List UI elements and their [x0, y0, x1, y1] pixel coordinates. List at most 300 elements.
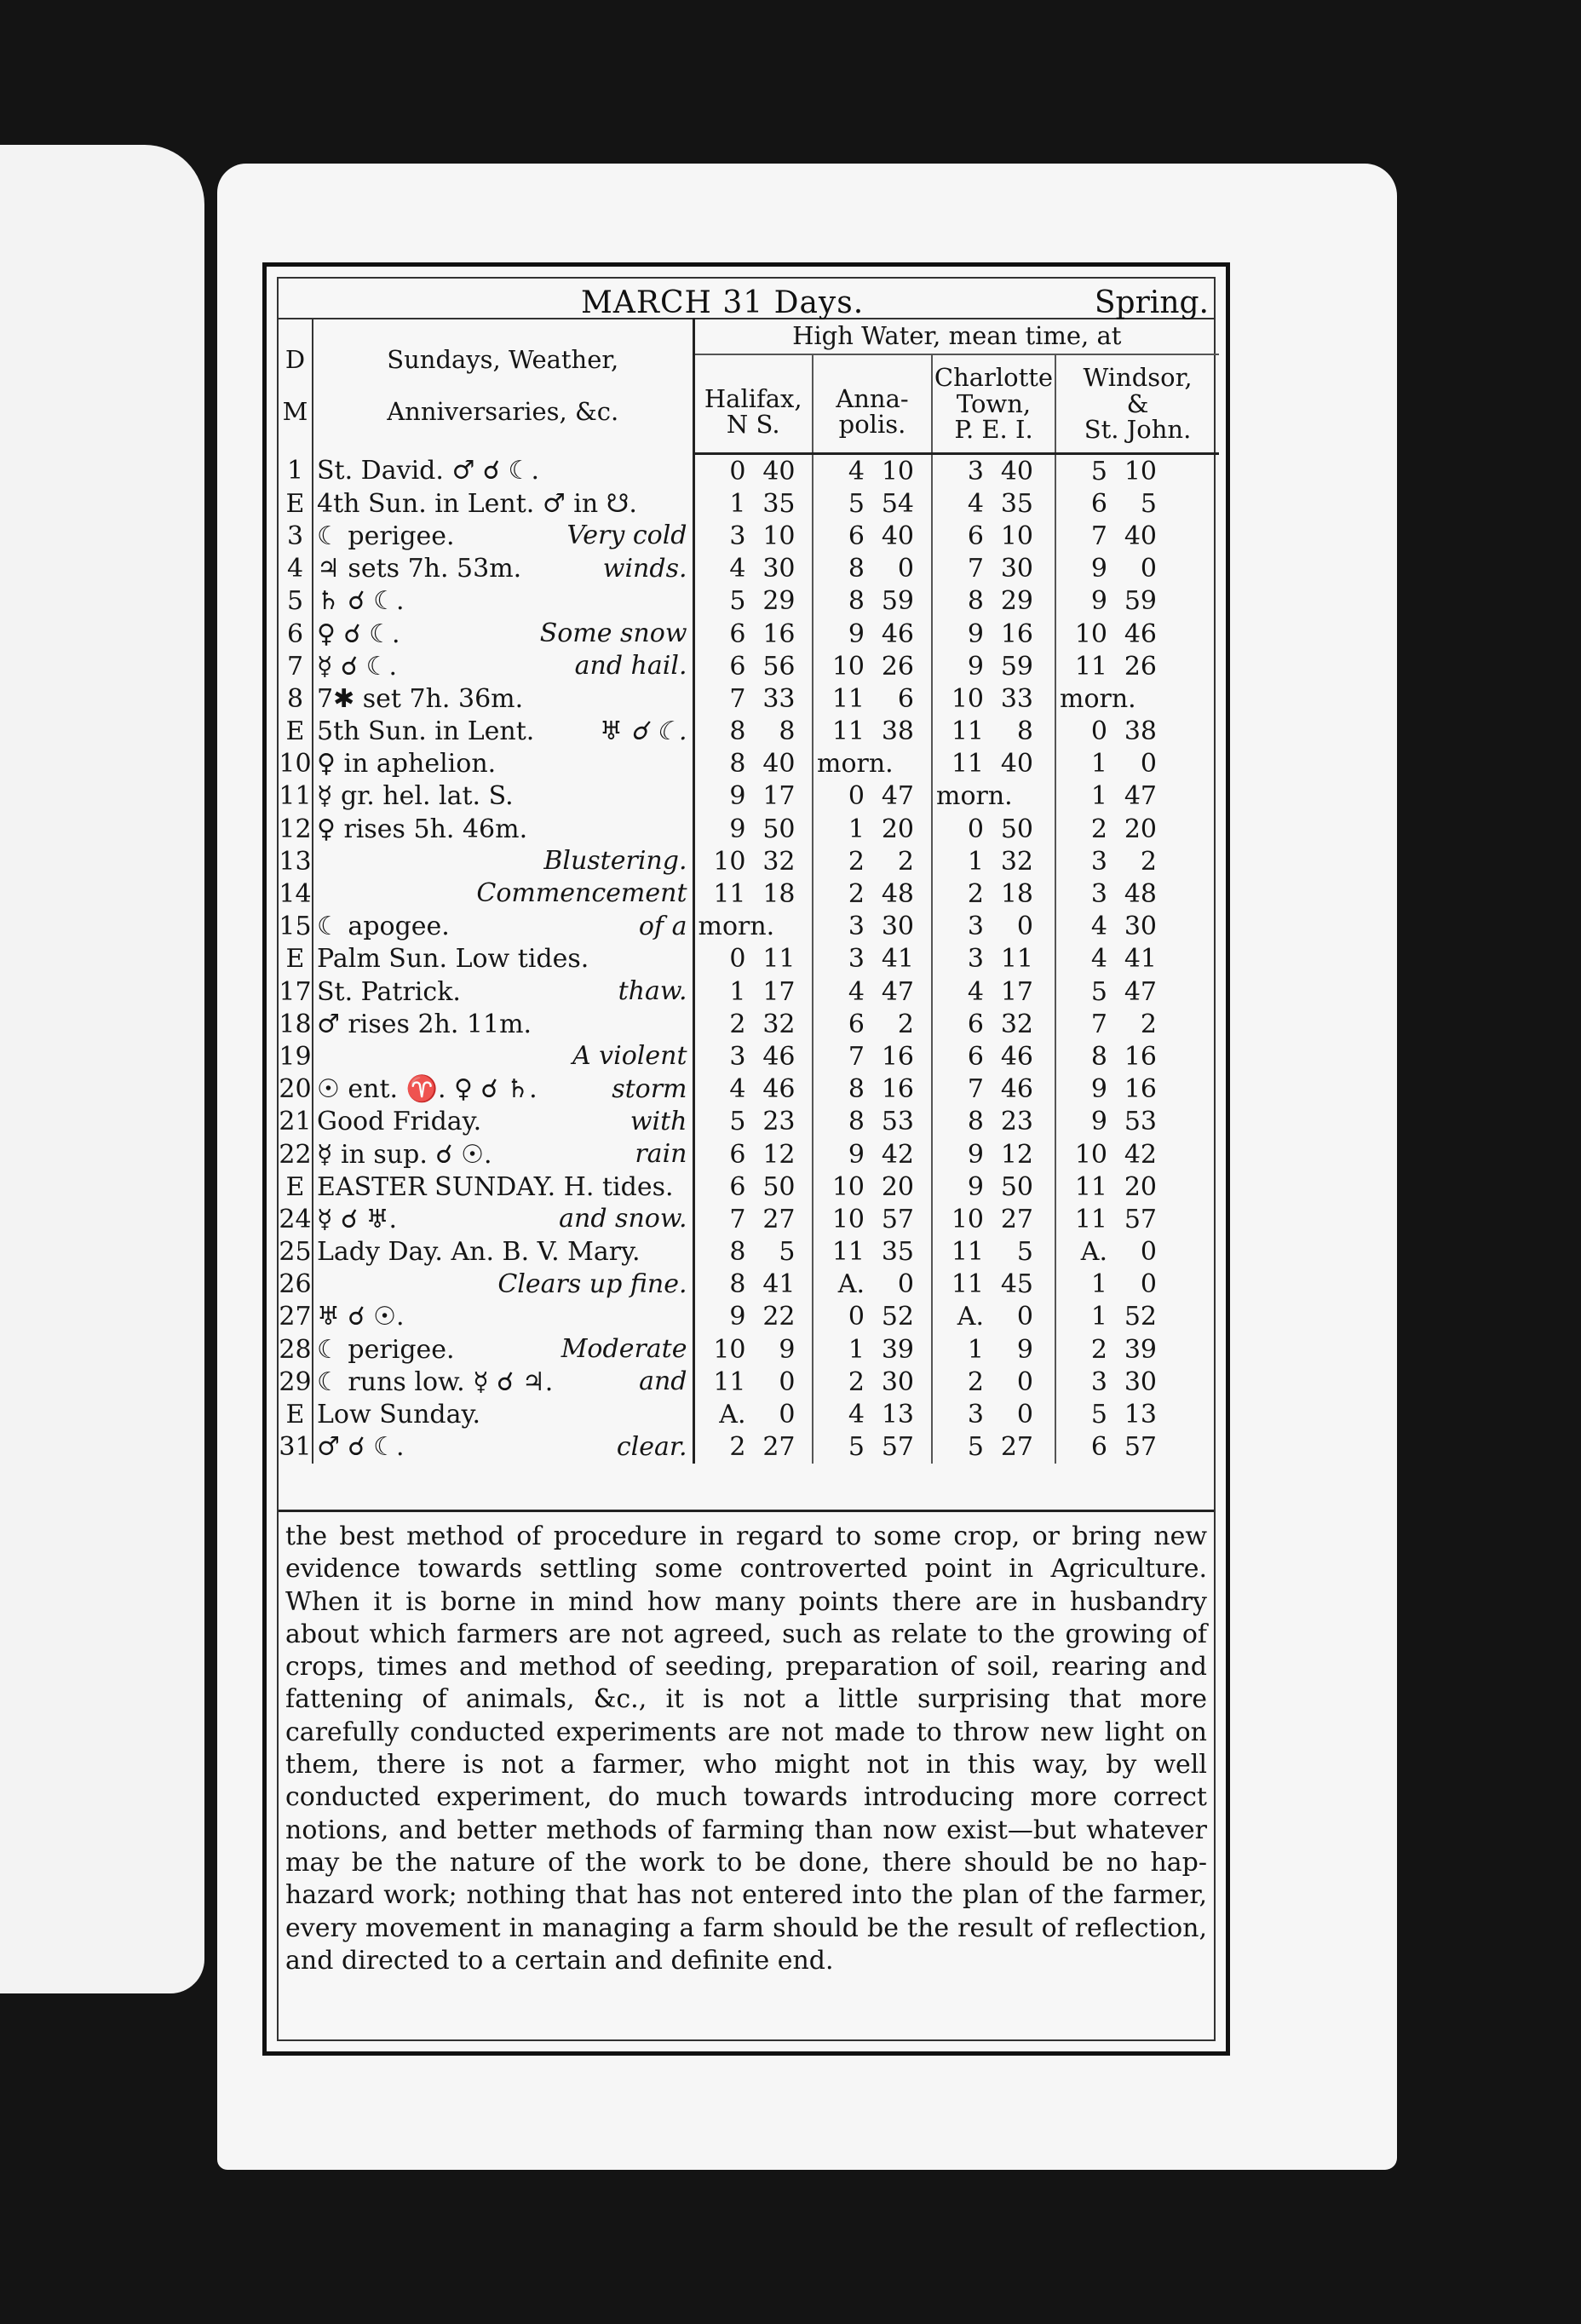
hour-value: 3 [848, 944, 865, 975]
minute-value: 0 [897, 1269, 914, 1300]
minute-value: 39 [881, 1334, 914, 1365]
halifax-time [693, 1073, 813, 1106]
windsor-time [1055, 553, 1219, 585]
charlotte-town-time [932, 1073, 1055, 1106]
hour-value: 0 [848, 781, 865, 812]
annapolis-time [813, 1171, 932, 1203]
annapolis-time [813, 845, 932, 877]
hour-value: 4 [967, 976, 984, 1007]
description-text: ♀ in aphelion. [317, 749, 497, 779]
description-cell [313, 682, 693, 715]
day-cell: E [279, 1398, 313, 1430]
description-text: ♅ ☌ ☉. [317, 1302, 405, 1332]
minute-value: 0 [1016, 1366, 1033, 1397]
description-cell [313, 454, 693, 488]
hour-value: 9 [1090, 554, 1107, 584]
description-cell [313, 943, 693, 975]
description-cell [313, 1301, 693, 1333]
windsor-time [1055, 1398, 1219, 1430]
hour-value: 0 [729, 456, 746, 486]
minute-value: 32 [1000, 1009, 1033, 1039]
day-cell: 18 [279, 1009, 312, 1039]
halifax-time [693, 1398, 813, 1430]
description-cell [313, 520, 693, 552]
description-cell [313, 780, 693, 813]
day-cell: 12 [279, 814, 312, 844]
description-cell [313, 1073, 693, 1106]
table-row [279, 748, 1219, 780]
hour-value: 5 [729, 1107, 746, 1137]
minute-value: 39 [1124, 1334, 1157, 1365]
minute-value: 2 [897, 846, 914, 877]
minute-value: 10 [1124, 456, 1157, 486]
charlotte-town-time [932, 1301, 1055, 1333]
hour-value: 9 [729, 1302, 746, 1332]
table-row [279, 1333, 1219, 1366]
minute-value: 38 [881, 716, 914, 747]
description-cell [313, 813, 693, 845]
hour-value: 3 [729, 521, 746, 551]
annapolis-time [813, 1040, 932, 1073]
table-row [279, 1366, 1219, 1398]
day-cell: 4 [279, 553, 313, 585]
charlotte-town-time [932, 845, 1055, 877]
windsor-time [1055, 650, 1219, 682]
minute-value: 20 [881, 814, 914, 844]
hour-value: 8 [729, 1269, 746, 1300]
minute-value: 6 [897, 683, 914, 714]
minute-value: 13 [1124, 1400, 1157, 1430]
minute-value: 30 [881, 912, 914, 942]
hour-value: 6 [729, 1171, 746, 1202]
hour-value: 10 [831, 1171, 865, 1202]
description-text: St. Patrick. [317, 976, 461, 1007]
minute-value: 50 [1000, 814, 1033, 844]
minute-value: 30 [1124, 912, 1157, 942]
hour-value: 1 [848, 1334, 865, 1365]
annapolis-time [813, 877, 932, 910]
hour-value: 5 [1090, 1400, 1107, 1430]
minute-value: 52 [881, 1302, 914, 1332]
description-text: ☿ ☌ ♅. [317, 1204, 398, 1234]
hour-value: 0 [848, 1302, 865, 1332]
windsor-time [1055, 1431, 1219, 1464]
day-cell: 25 [279, 1237, 312, 1268]
hour-value: 0 [729, 944, 746, 975]
minute-value: 47 [881, 976, 914, 1007]
hour-value: 11 [1074, 1204, 1107, 1234]
calendar-inner-border [277, 277, 1216, 2041]
minute-value: 0 [779, 1400, 796, 1430]
table-row [279, 1040, 1219, 1073]
agriculture-note: the best method of procedure in regard to some crop, or bring new evidence towards settling some controverted point in Agriculture. When it is borne in mind how many points there are in husbandry about which farmers are not agreed, such as relate to the growing of crops, times and method of seeding, preparation of soil, rearing and fattening of animals, &c., it is not a little surprising that more carefully conducted experiments are not made to throw new light on them, there is not a farmer, who might not in this way, by well conducted experiment, do much towards introducing more correct notions, and better methods of farming than now exist—but whatever may be the nature of the work to be done, there should be no hap-hazard work; nothing that has not entered into the plan of the farmer, every movement in managing a farm should be the result of reflection, and directed to a certain and definite end. [279, 1510, 1214, 2039]
hour-value: 2 [729, 1009, 746, 1039]
weather-text: Blustering. [543, 846, 687, 877]
windsor-header: Windsor, & St. John. [1055, 354, 1219, 454]
weather-text: and snow. [559, 1204, 687, 1234]
halifax-header: Halifax, N S. [693, 354, 813, 454]
season-label: Spring. [1094, 285, 1209, 320]
minute-value: 47 [1124, 976, 1157, 1007]
minute-value: 32 [762, 1009, 796, 1039]
table-row [279, 487, 1219, 520]
annapolis-time [813, 650, 932, 682]
month-title: MARCH 31 Days. [581, 285, 865, 320]
description-cell [313, 845, 693, 877]
windsor-time [1055, 682, 1219, 715]
hour-value: 3 [967, 944, 984, 975]
windsor-time [1055, 780, 1219, 813]
halifax-time [693, 1203, 813, 1235]
annapolis-time [813, 454, 932, 488]
charlotte-town-time [932, 553, 1055, 585]
description-text: EASTER SUNDAY. H. tides. [317, 1171, 674, 1202]
description-text: ♀ ☌ ☾. [317, 618, 400, 649]
hour-value: 2 [729, 1432, 746, 1463]
minute-value: 40 [1124, 521, 1157, 551]
hour-value: 7 [1090, 1009, 1107, 1039]
hour-value: 5 [848, 1432, 865, 1463]
minute-value: 8 [779, 716, 796, 747]
windsor-time [1055, 813, 1219, 845]
minute-value: 13 [881, 1400, 914, 1430]
description-text: ♂ rises 2h. 11m. [317, 1009, 532, 1039]
minute-value: 47 [881, 781, 914, 812]
minute-value: 47 [1124, 781, 1157, 812]
minute-value: 2 [1140, 846, 1157, 877]
hour-value: 3 [967, 1400, 984, 1430]
table-row [279, 585, 1219, 618]
minute-value: 48 [1124, 879, 1157, 910]
description-text: ☾ perigee. [317, 1334, 455, 1365]
minute-value: 52 [1124, 1302, 1157, 1332]
day-cell: E [279, 1171, 313, 1203]
minute-value: 57 [881, 1432, 914, 1463]
hour-value: 9 [1090, 1074, 1107, 1105]
charlotte-town-time [932, 716, 1055, 748]
halifax-time [693, 682, 813, 715]
hour-value: 6 [729, 651, 746, 682]
hour-value: 3 [967, 456, 984, 486]
day-cell: 8 [279, 682, 313, 715]
charlotte-town-time [932, 780, 1055, 813]
description-text: ☿ ☌ ☾. [317, 651, 398, 682]
minute-value: 46 [1000, 1041, 1033, 1072]
hour-value: 3 [1090, 879, 1107, 910]
hour-value: 8 [1090, 1041, 1107, 1072]
hour-value: 11 [713, 879, 746, 910]
minute-value: 16 [1000, 618, 1033, 649]
windsor-time [1055, 845, 1219, 877]
day-cell: 7 [279, 650, 313, 682]
hour-value: 1 [729, 488, 746, 519]
minute-value: 16 [881, 1074, 914, 1105]
minute-value: 29 [1000, 586, 1033, 617]
minute-value: 11 [762, 944, 796, 975]
windsor-time [1055, 487, 1219, 520]
description-cell [313, 585, 693, 618]
hour-value: 3 [967, 912, 984, 942]
minute-value: 20 [1124, 1171, 1157, 1202]
minute-value: 48 [881, 879, 914, 910]
minute-value: 0 [1016, 1302, 1033, 1332]
halifax-time [693, 553, 813, 585]
hour-value: 1 [1090, 1269, 1107, 1300]
table-row [279, 1008, 1219, 1040]
minute-value: 16 [1124, 1041, 1157, 1072]
day-cell: 26 [279, 1269, 312, 1300]
windsor-time [1055, 975, 1219, 1008]
windsor-time [1055, 1171, 1219, 1203]
annapolis-time [813, 1236, 932, 1268]
table-row [279, 780, 1219, 813]
halifax-time [693, 877, 813, 910]
description-text: 5th Sun. in Lent. [317, 716, 535, 747]
hour-value: 8 [848, 586, 865, 617]
minute-value: 32 [1000, 846, 1033, 877]
hour-value: 7 [848, 1041, 865, 1072]
hour-value: 5 [848, 488, 865, 519]
minute-value: 33 [1000, 683, 1033, 714]
charlotte-town-time [932, 520, 1055, 552]
charlotte-town-time [932, 748, 1055, 780]
description-text: St. David. ♂ ☌ ☾. [317, 455, 539, 486]
hour-value: 3 [1090, 846, 1107, 877]
table-row [279, 682, 1219, 715]
day-cell: 5 [279, 585, 313, 618]
charlotte-town-time [932, 618, 1055, 650]
minute-value: 53 [1124, 1107, 1157, 1137]
windsor-time [1055, 1008, 1219, 1040]
minute-value: 27 [1000, 1204, 1033, 1234]
minute-value: 54 [881, 488, 914, 519]
hour-value: 8 [967, 1107, 984, 1137]
minute-value: 59 [1000, 651, 1033, 682]
hour-value: 9 [1090, 1107, 1107, 1137]
annapolis-time [813, 911, 932, 943]
minute-value: 2 [1140, 1009, 1157, 1039]
table-row [279, 650, 1219, 682]
windsor-time [1055, 1301, 1219, 1333]
halifax-time [693, 911, 813, 943]
hour-value: 11 [831, 1237, 865, 1268]
windsor-time [1055, 911, 1219, 943]
weather-text: Moderate [561, 1334, 687, 1365]
minute-value: 22 [762, 1302, 796, 1332]
hour-value: 4 [848, 976, 865, 1007]
hour-value: 5 [1090, 456, 1107, 486]
table-row [279, 877, 1219, 910]
minute-value: 0 [897, 554, 914, 584]
minute-value: 38 [1124, 716, 1157, 747]
minute-value: 30 [881, 1366, 914, 1397]
table-row [279, 716, 1219, 748]
day-cell: E [279, 943, 313, 975]
windsor-time [1055, 943, 1219, 975]
minute-value: 50 [1000, 1171, 1033, 1202]
hour-value: 9 [729, 814, 746, 844]
charlotte-town-time [932, 1138, 1055, 1171]
minute-value: 0 [779, 1366, 796, 1397]
hour-value: 6 [1090, 1432, 1107, 1463]
halifax-time [693, 1333, 813, 1366]
table-row [279, 1268, 1219, 1301]
minute-value: 5 [1140, 488, 1157, 519]
charlotte-town-time [932, 1171, 1055, 1203]
hour-value: 11 [713, 1366, 746, 1397]
minute-value: 18 [1000, 879, 1033, 910]
minute-value: 42 [881, 1139, 914, 1170]
halifax-time [693, 748, 813, 780]
annapolis-time [813, 487, 932, 520]
day-cell: 28 [279, 1334, 312, 1365]
halifax-time [693, 1106, 813, 1138]
day-cell: 3 [279, 520, 313, 552]
minute-value: 33 [762, 683, 796, 714]
description-text: 7✱ set 7h. 36m. [317, 683, 524, 714]
description-text: 4th Sun. in Lent. ♂ in ☋. [317, 488, 637, 519]
halifax-time [693, 454, 813, 488]
charlotte-town-header: Charlotte Town, P. E. I. [932, 354, 1055, 454]
hour-value: 10 [951, 683, 984, 714]
description-cell [313, 618, 693, 650]
minute-value: 30 [1000, 554, 1033, 584]
annapolis-time [813, 520, 932, 552]
hour-value: 6 [1090, 488, 1107, 519]
hour-value: 4 [967, 488, 984, 519]
table-row [279, 454, 1219, 488]
minute-value: 27 [1000, 1432, 1033, 1463]
halifax-time [693, 975, 813, 1008]
minute-value: 41 [1124, 944, 1157, 975]
minute-value: 0 [1140, 554, 1157, 584]
weather-text: Commencement [476, 878, 687, 909]
minute-value: 45 [1000, 1269, 1033, 1300]
hour-value: 7 [967, 1074, 984, 1105]
minute-value: 17 [762, 781, 796, 812]
minute-value: 27 [762, 1432, 796, 1463]
calendar-frame [262, 262, 1230, 2056]
halifax-time [693, 780, 813, 813]
minute-value: 26 [881, 651, 914, 682]
minute-value: 41 [881, 944, 914, 975]
description-cell [313, 1333, 693, 1366]
minute-value: 46 [1000, 1074, 1033, 1105]
table-row [279, 1431, 1219, 1464]
weather-text: Clears up fine. [497, 1268, 687, 1299]
hour-value: 6 [967, 521, 984, 551]
annapolis-time [813, 975, 932, 1008]
day-cell: 13 [279, 846, 312, 877]
day-cell: 20 [279, 1074, 312, 1105]
hour-value: 1 [1090, 1302, 1107, 1332]
minute-value: 35 [762, 488, 796, 519]
hour-value: 6 [967, 1041, 984, 1072]
hour-value: 5 [967, 1432, 984, 1463]
table-row [279, 1073, 1219, 1106]
windsor-time [1055, 1040, 1219, 1073]
description-column-header: Sundays, Weather, Anniversaries, &c. [313, 318, 693, 454]
hour-value: 3 [729, 1041, 746, 1072]
hour-value: 2 [1090, 1334, 1107, 1365]
minute-value: 23 [1000, 1107, 1033, 1137]
minute-value: 57 [881, 1204, 914, 1234]
description-cell [313, 748, 693, 780]
annapolis-time [813, 1333, 932, 1366]
hour-value: 4 [848, 1400, 865, 1430]
minute-value: 46 [881, 618, 914, 649]
hour-value: 10 [951, 1204, 984, 1234]
hour-value: morn. [936, 781, 1013, 812]
annapolis-time [813, 1301, 932, 1333]
halifax-time [693, 1008, 813, 1040]
annapolis-time [813, 780, 932, 813]
minute-value: 9 [1016, 1334, 1033, 1365]
day-cell: 15 [279, 912, 312, 942]
hour-value: A. [1080, 1237, 1107, 1268]
hour-value: 1 [848, 814, 865, 844]
hour-value: 6 [729, 1139, 746, 1170]
hour-value: 9 [967, 651, 984, 682]
description-cell [313, 1236, 693, 1268]
minute-value: 8 [1016, 716, 1033, 747]
charlotte-town-time [932, 1008, 1055, 1040]
weather-text: rain [635, 1138, 687, 1169]
description-cell [313, 877, 693, 910]
hour-value: 2 [967, 1366, 984, 1397]
day-cell: 17 [279, 976, 312, 1007]
hour-value: 11 [831, 683, 865, 714]
hour-value: 11 [1074, 651, 1107, 682]
windsor-time [1055, 454, 1219, 488]
hour-value: morn. [1060, 683, 1136, 714]
minute-value: 17 [1000, 976, 1033, 1007]
halifax-time [693, 943, 813, 975]
annapolis-time [813, 1106, 932, 1138]
table-row [279, 911, 1219, 943]
minute-value: 12 [762, 1139, 796, 1170]
description-cell [313, 553, 693, 585]
hour-value: 1 [967, 1334, 984, 1365]
table-row [279, 1138, 1219, 1171]
minute-value: 30 [1124, 1366, 1157, 1397]
halifax-time [693, 618, 813, 650]
minute-value: 0 [1016, 912, 1033, 942]
hour-value: 6 [848, 1009, 865, 1039]
day-cell: 19 [279, 1041, 312, 1072]
minute-value: 57 [1124, 1432, 1157, 1463]
hour-value: 6 [729, 618, 746, 649]
minute-value: 50 [762, 1171, 796, 1202]
annapolis-time [813, 1431, 932, 1464]
hour-value: 8 [848, 1074, 865, 1105]
windsor-time [1055, 748, 1219, 780]
table-row [279, 1106, 1219, 1138]
charlotte-town-time [932, 1333, 1055, 1366]
minute-value: 12 [1000, 1139, 1033, 1170]
table-row [279, 1398, 1219, 1430]
description-cell [313, 1203, 693, 1235]
hour-value: 0 [1090, 716, 1107, 747]
charlotte-town-time [932, 1203, 1055, 1235]
windsor-time [1055, 520, 1219, 552]
table-row [279, 943, 1219, 975]
minute-value: 59 [1124, 586, 1157, 617]
hour-value: 9 [729, 781, 746, 812]
windsor-time [1055, 585, 1219, 618]
hour-value: 11 [1074, 1171, 1107, 1202]
month-header [279, 279, 1214, 319]
